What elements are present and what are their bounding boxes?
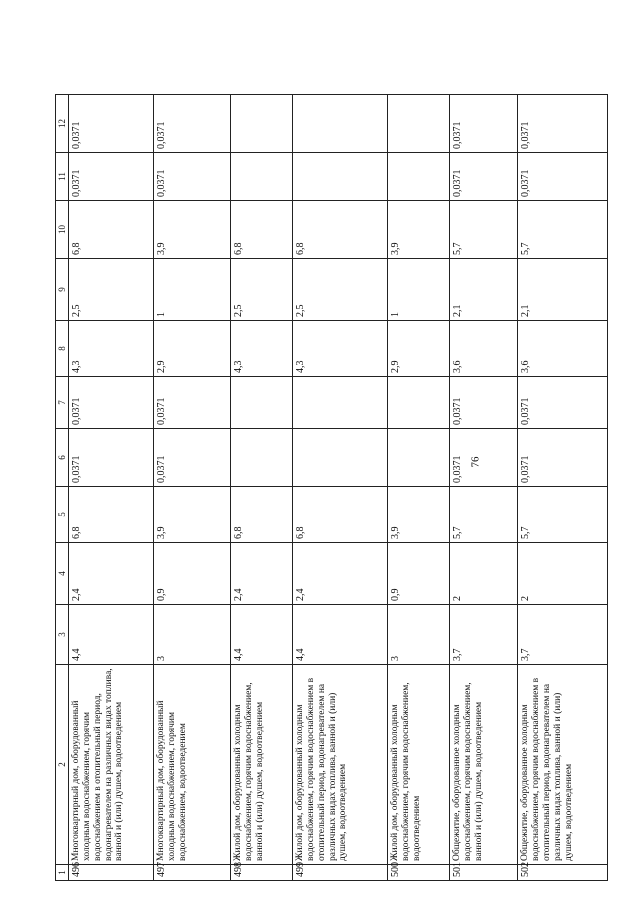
value-cell: 6,8 <box>230 201 292 259</box>
col-header: 11 <box>56 153 69 201</box>
value-cell: 2,4 <box>230 543 292 605</box>
value-cell: 3,9 <box>154 487 231 543</box>
value-cell: 1 <box>154 259 231 321</box>
tariff-table <box>55 94 608 881</box>
col-header: 1 <box>56 865 69 881</box>
description-cell: Жилой дом, оборудованный холодным водоснабжением, горячим водоснабжением, ванной и (или) душем, водоотведением <box>230 665 292 865</box>
description-cell: Общежитие, оборудованное холодным водоснабжением, горячим водоснабжением в отопительный период, водонагревателем на различных видах топлива, ванной и (или) душем, водоотведением <box>517 665 607 865</box>
value-cell <box>388 377 450 429</box>
value-cell: 3,9 <box>388 201 450 259</box>
value-cell: 3 <box>388 605 450 665</box>
value-cell: 0,0371 <box>517 377 607 429</box>
description-cell: Жилой дом, оборудованный холодным водоснабжением, горячим водоснабжением в отопительный период, водонагревателем на различных видах топлива, ванной и (или) душем, водоотведением <box>292 665 388 865</box>
value-cell: 0,0371 <box>68 377 154 429</box>
value-cell: 3,7 <box>450 605 518 665</box>
value-cell <box>292 377 388 429</box>
value-cell: 0,9 <box>388 543 450 605</box>
value-cell <box>230 95 292 153</box>
value-cell: 6,8 <box>68 201 154 259</box>
value-cell <box>230 377 292 429</box>
table-row <box>388 95 450 881</box>
value-cell: 4,4 <box>230 605 292 665</box>
value-cell: 2,5 <box>230 259 292 321</box>
col-header: 12 <box>56 95 69 153</box>
value-cell: 2,9 <box>388 321 450 377</box>
value-cell: 3,7 <box>517 605 607 665</box>
description-cell: Жилой дом, оборудованный холодным водоснабжением, горячим водоснабжением, водоотведением <box>388 665 450 865</box>
value-cell: 4,3 <box>68 321 154 377</box>
table-row <box>292 95 388 881</box>
table-row <box>154 95 231 881</box>
value-cell: 5,7 <box>450 201 518 259</box>
value-cell: 1 <box>388 259 450 321</box>
value-cell: 2,5 <box>292 259 388 321</box>
value-cell: 4,3 <box>292 321 388 377</box>
value-cell: 5,7 <box>517 487 607 543</box>
column-number-row <box>56 95 69 881</box>
value-cell: 4,4 <box>68 605 154 665</box>
value-cell: 0,0371 <box>450 95 518 153</box>
value-cell: 2 <box>450 543 518 605</box>
value-cell <box>292 429 388 487</box>
col-header: 4 <box>56 543 69 605</box>
value-cell: 3,9 <box>388 487 450 543</box>
row-number-cell: 501 <box>450 865 518 881</box>
value-cell <box>230 429 292 487</box>
value-cell <box>388 153 450 201</box>
row-number-cell: 497 <box>154 865 231 881</box>
value-cell: 5,7 <box>517 201 607 259</box>
value-cell: 2 <box>517 543 607 605</box>
col-header: 7 <box>56 377 69 429</box>
value-cell: 6,8 <box>230 487 292 543</box>
value-cell: 0,0371 <box>450 429 518 487</box>
value-cell <box>388 429 450 487</box>
value-cell: 0,0371 <box>68 429 154 487</box>
value-cell <box>292 95 388 153</box>
value-cell: 0,0371 <box>517 153 607 201</box>
value-cell: 2,1 <box>517 259 607 321</box>
value-cell: 0,0371 <box>68 153 154 201</box>
value-cell: 3,6 <box>450 321 518 377</box>
table-row <box>230 95 292 881</box>
value-cell: 5,7 <box>450 487 518 543</box>
col-header: 9 <box>56 259 69 321</box>
value-cell: 2,4 <box>68 543 154 605</box>
value-cell <box>388 95 450 153</box>
value-cell <box>230 153 292 201</box>
value-cell: 3,6 <box>517 321 607 377</box>
value-cell: 0,0371 <box>517 429 607 487</box>
col-header: 2 <box>56 665 69 865</box>
table-row <box>450 95 518 881</box>
value-cell: 0,0371 <box>517 95 607 153</box>
value-cell: 2,9 <box>154 321 231 377</box>
value-cell: 4,3 <box>230 321 292 377</box>
value-cell: 0,0371 <box>450 377 518 429</box>
value-cell: 0,9 <box>154 543 231 605</box>
value-cell: 6,8 <box>68 487 154 543</box>
value-cell: 0,0371 <box>154 377 231 429</box>
value-cell: 4,4 <box>292 605 388 665</box>
table-row <box>68 95 154 881</box>
row-number-cell: 502 <box>517 865 607 881</box>
value-cell: 2,1 <box>450 259 518 321</box>
value-cell: 3 <box>154 605 231 665</box>
description-cell: Многоквартирный дом, оборудованный холодным водоснабжением, горячим водоснабжением, водоотведением <box>154 665 231 865</box>
description-cell: Многоквартирный дом, оборудованный холодным водоснабжением, горячим водоснабжением в отопительный период, водонагревателем на различных видах топлива, ванной и (или) душем, водоотведением <box>68 665 154 865</box>
value-cell: 0,0371 <box>154 95 231 153</box>
value-cell: 0,0371 <box>68 95 154 153</box>
row-number-cell: 498 <box>230 865 292 881</box>
rotated-table-wrapper <box>55 95 608 881</box>
value-cell: 3,9 <box>154 201 231 259</box>
col-header: 6 <box>56 429 69 487</box>
value-cell: 2,5 <box>68 259 154 321</box>
col-header: 5 <box>56 487 69 543</box>
table-row <box>517 95 607 881</box>
value-cell: 0,0371 <box>154 429 231 487</box>
col-header: 10 <box>56 201 69 259</box>
page-number: 76 <box>469 456 482 468</box>
value-cell <box>292 153 388 201</box>
value-cell: 6,8 <box>292 487 388 543</box>
value-cell: 6,8 <box>292 201 388 259</box>
col-header: 8 <box>56 321 69 377</box>
row-number-cell: 496 <box>68 865 154 881</box>
row-number-cell: 500 <box>388 865 450 881</box>
value-cell: 2,4 <box>292 543 388 605</box>
value-cell: 0,0371 <box>450 153 518 201</box>
row-number-cell: 499 <box>292 865 388 881</box>
col-header: 3 <box>56 605 69 665</box>
description-cell: Общежитие, оборудованное холодным водоснабжением, горячим водоснабжением, ванной и (или) душем, водоотведением <box>450 665 518 865</box>
value-cell: 0,0371 <box>154 153 231 201</box>
